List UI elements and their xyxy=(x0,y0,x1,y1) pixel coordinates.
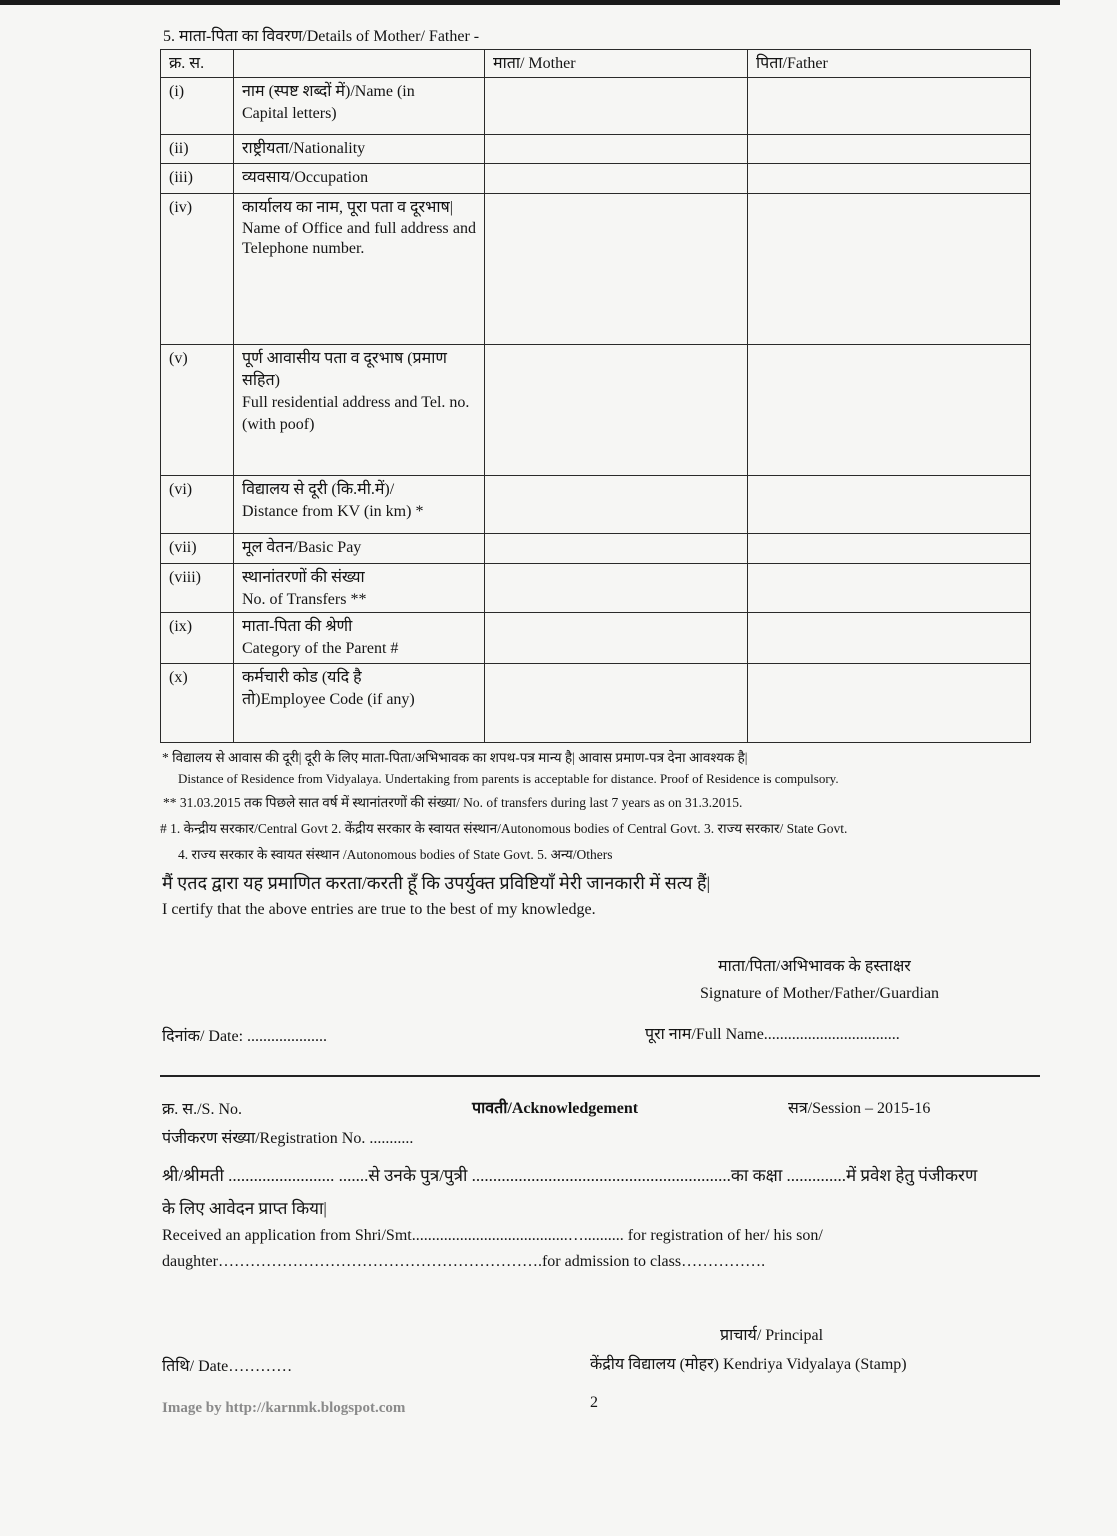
row-number: (vi) xyxy=(161,476,234,534)
mother-cell[interactable] xyxy=(485,345,748,476)
certification-hindi: मैं एतद द्वारा यह प्रमाणित करता/करती हूँ कि उपर्युक्त प्रविष्टियाँ मेरी जानकारी में सत्य हैं| xyxy=(162,873,711,893)
signature-label-english: Signature of Mother/Father/Guardian xyxy=(700,985,940,1002)
row-label: राष्ट्रीयता/Nationality xyxy=(234,135,485,164)
section-divider xyxy=(160,1075,1040,1077)
row-number: (iii) xyxy=(161,164,234,194)
footnote-distance-hindi: * विद्यालय से आवास की दूरी| दूरी के लिए माता-पिता/अभिभावक का शपथ-पत्र मान्य है| आवास प्रमाण-पत्र देना आवश्यक है| xyxy=(162,750,748,765)
row-label-hindi: कर्मचारी कोड (यदि है xyxy=(242,669,362,686)
mother-cell[interactable] xyxy=(485,476,748,534)
table-row xyxy=(161,534,1031,564)
mother-cell[interactable] xyxy=(485,664,748,743)
row-number: (iv) xyxy=(161,194,234,345)
mother-cell[interactable] xyxy=(485,164,748,194)
row-number: (v) xyxy=(161,345,234,476)
ack-date-field[interactable]: तिथि/ Date………… xyxy=(162,1358,293,1375)
mother-cell[interactable] xyxy=(485,534,748,564)
row-label-english: Category of the Parent # xyxy=(242,640,399,657)
mother-cell[interactable] xyxy=(485,78,748,135)
row-number: (ii) xyxy=(161,135,234,164)
page-number: 2 xyxy=(590,1394,598,1411)
row-label-hindi: कार्यालय का नाम, पूरा पता व दूरभाष| xyxy=(242,199,453,216)
row-number: (x) xyxy=(161,664,234,743)
row-number: (vii) xyxy=(161,534,234,564)
full-name-field[interactable]: पूरा नाम/Full Name.................................. xyxy=(645,1026,900,1043)
father-cell[interactable] xyxy=(748,345,1031,476)
row-label xyxy=(234,78,485,135)
row-number: (i) xyxy=(161,78,234,135)
parent-details-table xyxy=(160,49,1031,743)
ack-session: सत्र/Session – 2015-16 xyxy=(788,1100,931,1117)
ack-serial-number: क्र. स./S. No. xyxy=(162,1101,243,1118)
row-label-english: No. of Transfers ** xyxy=(242,591,367,608)
father-cell[interactable] xyxy=(748,664,1031,743)
table-row xyxy=(161,564,1031,613)
table-row xyxy=(161,664,1031,743)
table-row xyxy=(161,345,1031,476)
row-number: (viii) xyxy=(161,564,234,613)
table-row xyxy=(161,194,1031,345)
row-label: मूल वेतन/Basic Pay xyxy=(234,534,485,564)
row-label-english: Name of Office and full address and Telephone number. xyxy=(242,220,476,257)
table-header-row xyxy=(161,50,1031,78)
row-label xyxy=(234,194,485,345)
header-field xyxy=(234,50,485,78)
row-label: व्यवसाय/Occupation xyxy=(234,164,485,194)
table-row xyxy=(161,164,1031,194)
footnote-distance-english: Distance of Residence from Vidyalaya. Undertaking from parents is acceptable for distance. Proof of Residence is compulsory. xyxy=(178,771,839,786)
row-label xyxy=(234,345,485,476)
row-label-hindi: पूर्ण आवासीय पता व दूरभाष (प्रमाण सहित) xyxy=(242,350,447,389)
mother-cell[interactable] xyxy=(485,564,748,613)
row-label-english: Distance from KV (in km) * xyxy=(242,503,424,520)
watermark-credit: Image by http://karnmk.blogspot.com xyxy=(162,1400,406,1416)
certification-english: I certify that the above entries are true to the best of my knowledge. xyxy=(162,901,596,918)
father-cell[interactable] xyxy=(748,78,1031,135)
section-title: 5. माता-पिता का विवरण/Details of Mother/ Father - xyxy=(163,28,480,45)
footnote-category-1: # 1. केन्द्रीय सरकार/Central Govt 2. केंद्रीय सरकार के स्वायत संस्थान/Autonomous bodies of Central Govt. 3. राज्य सरकार/ State Govt. xyxy=(160,821,848,836)
header-sno: क्र. स. xyxy=(161,50,234,78)
row-label-english: Full residential address and Tel. no. (with poof) xyxy=(242,394,470,433)
stamp-label: केंद्रीय विद्यालय (मोहर) Kendriya Vidyalaya (Stamp) xyxy=(590,1356,907,1373)
father-cell[interactable] xyxy=(748,194,1031,345)
row-label xyxy=(234,664,485,743)
row-label-hindi: माता-पिता की श्रेणी xyxy=(242,618,353,635)
row-label xyxy=(234,613,485,664)
row-label xyxy=(234,476,485,534)
table-row xyxy=(161,613,1031,664)
ack-english-line-1: Received an application from Shri/Smt.......................................….......... for registration of her/ his son/ xyxy=(162,1227,823,1244)
row-label-hindi: विद्यालय से दूरी (कि.मी.में)/ xyxy=(242,481,395,498)
header-father: पिता/Father xyxy=(748,50,1031,78)
father-cell[interactable] xyxy=(748,164,1031,194)
signature-label-hindi: माता/पिता/अभिभावक के हस्ताक्षर xyxy=(718,958,911,975)
father-cell[interactable] xyxy=(748,534,1031,564)
table-row xyxy=(161,78,1031,135)
row-label-english: Capital letters) xyxy=(242,105,337,122)
father-cell[interactable] xyxy=(748,476,1031,534)
row-label-hindi: नाम (स्पष्ट शब्दों में)/Name (in xyxy=(242,83,415,100)
row-label-hindi: स्थानांतरणों की संख्या xyxy=(242,569,365,586)
row-label xyxy=(234,564,485,613)
row-number: (ix) xyxy=(161,613,234,664)
father-cell[interactable] xyxy=(748,135,1031,164)
ack-hindi-line-2: के लिए आवेदन प्राप्त किया| xyxy=(162,1199,327,1218)
ack-title: पावती/Acknowledgement xyxy=(472,1100,639,1117)
top-edge-rule xyxy=(0,0,1060,5)
row-label-english: तो)Employee Code (if any) xyxy=(242,691,415,708)
ack-english-line-2: daughter…………………………………………………….for admission to class……………. xyxy=(162,1253,766,1270)
table-row xyxy=(161,476,1031,534)
date-field[interactable]: दिनांक/ Date: .................... xyxy=(162,1028,328,1045)
header-mother: माता/ Mother xyxy=(485,50,748,78)
mother-cell[interactable] xyxy=(485,613,748,664)
footnote-transfers: ** 31.03.2015 तक पिछले सात वर्ष में स्थानांतरणों की संख्या/ No. of transfers during last 7 years as on 31.3.2015. xyxy=(163,795,743,810)
table-row xyxy=(161,135,1031,164)
father-cell[interactable] xyxy=(748,613,1031,664)
mother-cell[interactable] xyxy=(485,194,748,345)
principal-label: प्राचार्य/ Principal xyxy=(720,1327,824,1344)
ack-registration-number[interactable]: पंजीकरण संख्या/Registration No. ........... xyxy=(162,1130,414,1147)
father-cell[interactable] xyxy=(748,564,1031,613)
mother-cell[interactable] xyxy=(485,135,748,164)
ack-hindi-line-1: श्री/श्रीमती ......................... .......से उनके पुत्र/पुत्री .............................................................का कक्षा ..............में प्रवेश हेतु पंजीकरण xyxy=(162,1166,978,1185)
footnote-category-2: 4. राज्य सरकार के स्वायत संस्थान /Autonomous bodies of State Govt. 5. अन्य/Others xyxy=(178,847,613,862)
